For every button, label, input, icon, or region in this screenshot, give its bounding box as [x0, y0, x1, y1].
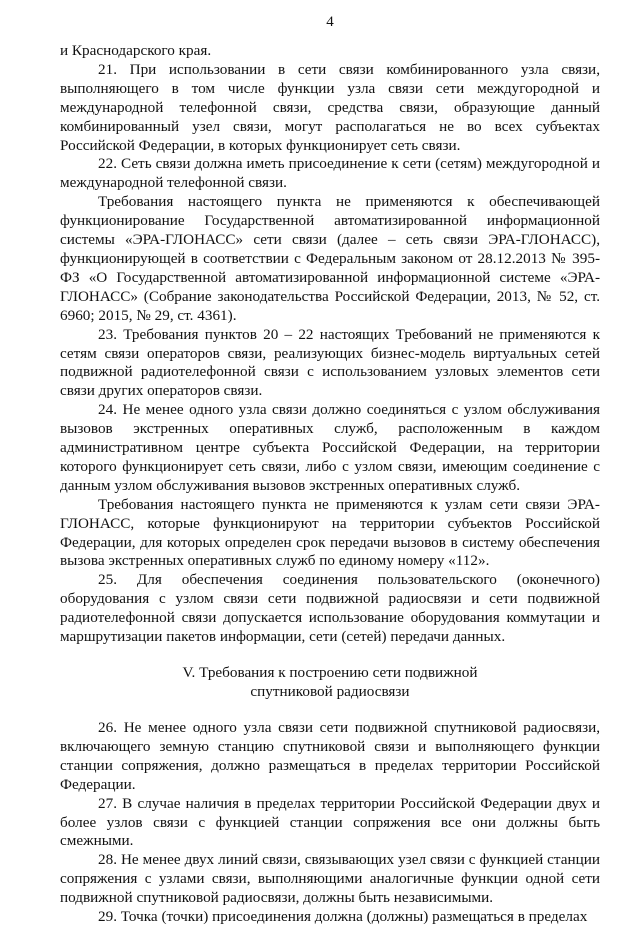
paragraph-24: 24. Не менее одного узла связи должно соединяться с узлом обслуживания вызовов экстренных оперативных служб, расположенным в каждом административном центре субъекта Российской Федерации, на территории которого функционирует сеть связи, либо с узлом связи, имеющим соединение с данным узлом обслуживания вызовов экстренных оперативных служб.	[60, 401, 600, 494]
paragraph-continuation: и Краснодарского края.	[60, 42, 212, 59]
paragraph-22-exception: Требования настоящего пункта не применяются к обеспечивающей функционирование Государственной автоматизированной информационной системы «ЭРА-ГЛОНАСС» сети связи (далее – сеть связи ЭРА-ГЛОНАСС), функционирующей в соответствии с Федеральным законом от 28.12.2013 № 395-ФЗ «О Государственной автоматизированной информационной системе «ЭРА-ГЛОНАСС» (Собрание законодательства Российской Федерации, 2013, № 52, ст. 6960; 2015, № 29, ст. 4361).	[60, 193, 600, 324]
paragraph-25: 25. Для обеспечения соединения пользовательского (оконечного) оборудования с узлом связи сети подвижной радиосвязи и сети подвижной радиотелефонной связи допускается использование оборудования коммутации и маршрутизации пакетов информации, сети (сетей) передачи данных.	[60, 571, 600, 646]
section-heading	[60, 663, 600, 701]
section-heading-line-2: спутниковой радиосвязи	[250, 683, 410, 700]
document-page	[60, 0, 600, 926]
paragraph-29: 29. Точка (точки) присоединения должна (должны) размещаться в пределах	[98, 908, 588, 926]
paragraph-22: 22. Сеть связи должна иметь присоединение к сети (сетям) междугородной и международной телефонной связи.	[60, 155, 600, 192]
document-body	[60, 42, 600, 927]
paragraph-24-exception: Требования настоящего пункта не применяются к узлам сети связи ЭРА-ГЛОНАСС, которые функционируют на территории субъектов Российской Федерации, для которых определен срок передачи вызовов в систему обеспечения вызова экстренных оперативных служб по единому номеру «112».	[60, 495, 600, 570]
page-number: 4	[326, 14, 334, 30]
paragraph-28: 28. Не менее двух линий связи, связывающих узел связи с функцией станции сопряжения с узлами связи, выполняющими аналогичные функции одной сети подвижной спутниковой радиосвязи, должны быть независимыми.	[60, 851, 600, 907]
paragraph-27: 27. В случае наличия в пределах территории Российской Федерации двух и более узлов связи с функцией станции сопряжения все они должны быть смежными.	[60, 794, 600, 850]
paragraph-26: 26. Не менее одного узла связи сети подвижной спутниковой радиосвязи, включающего земную станцию спутниковой связи и выполняющего функции станции сопряжения, должно размещаться в пределах территории Российской Федерации.	[60, 719, 600, 793]
paragraph-23: 23. Требования пунктов 20 – 22 настоящих Требований не применяются к сетям связи операторов связи, реализующих бизнес-модель виртуальных сетей подвижной радиотелефонной связи с использованием узловых элементов сети связи других операторов связи.	[60, 325, 600, 400]
section-heading-line-1: V. Требования к построению сети подвижной	[182, 664, 478, 681]
paragraph-21: 21. При использовании в сети связи комбинированного узла связи, выполняющего в том числе функции узла связи сети междугородной и международной телефонной связи, средства связи, образующие данный комбинированный узел связи, могут располагаться не во всех субъектах Российской Федерации, в которых функционирует сеть связи.	[60, 60, 600, 154]
